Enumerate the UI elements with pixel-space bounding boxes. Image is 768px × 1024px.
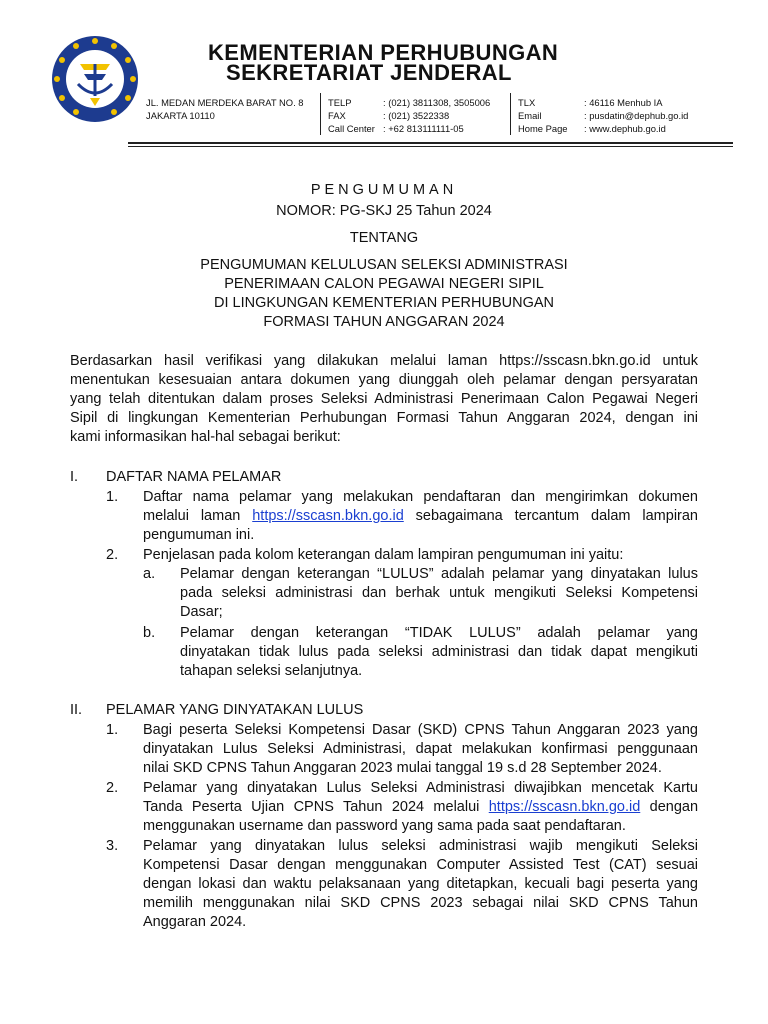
callcenter-label: Call Center xyxy=(328,123,375,134)
letterhead-rule xyxy=(128,142,733,144)
item-line-with-link xyxy=(143,508,698,524)
callcenter-value: : +62 813111111-05 xyxy=(383,123,464,134)
fax-label: FAX xyxy=(328,110,346,121)
address-line2: JAKARTA 10110 xyxy=(146,110,215,121)
email-label: Email xyxy=(518,110,542,121)
item-line: Daftar nama pelamar yang melakukan pendaftaran dan mengirimkan dokumen xyxy=(143,489,698,505)
section2-heading: PELAMAR YANG DINYATAKAN LULUS xyxy=(106,702,364,718)
item-line: memilih menggunakan nilai SKD CPNS 2023 sebagai nilai SKD CPNS Tahun xyxy=(143,895,698,911)
intro-line: Sipil di lingkungan Kementerian Perhubungan Formasi Tahun Anggaran 2024, dengan ini xyxy=(70,410,698,426)
item-text: sebagaimana tercantum dalam lampiran xyxy=(415,508,698,524)
item-line: Pelamar yang dinyatakan Lulus Seleksi Administrasi diwajibkan mencetak Kartu xyxy=(143,780,698,796)
subitem-line: Dasar; xyxy=(180,604,223,620)
intro-line: Berdasarkan hasil verifikasi yang dilakukan melalui laman https://sscasn.bkn.go.id untuk xyxy=(70,353,698,369)
telp-label: TELP xyxy=(328,97,352,108)
letterhead-divider xyxy=(320,93,321,135)
item-line: Kompetensi Dasar dengan menggunakan Computer Assisted Test (CAT) sesuai xyxy=(143,857,698,873)
item-number: 1. xyxy=(106,489,119,505)
homepage-value: : www.dephub.go.id xyxy=(584,123,666,134)
homepage-label: Home Page xyxy=(518,123,568,134)
intro-line: kami informasikan hal-hal sebagai berikut: xyxy=(70,429,341,445)
intro-line: menentukan kesesuaian antara dokumen yang diunggah oleh pelamar dengan persyaratan xyxy=(70,372,698,388)
item-text: melalui laman xyxy=(143,508,241,524)
fax-value: : (021) 3522338 xyxy=(383,110,450,121)
item-line: Pelamar yang dinyatakan lulus seleksi administrasi wajib mengikuti Seleksi xyxy=(143,838,698,854)
item-line: Anggaran 2024. xyxy=(143,914,247,930)
item-line: nilai SKD CPNS Tahun Anggaran 2023 mulai tanggal 19 s.d 28 September 2024. xyxy=(143,760,662,776)
letterhead-divider xyxy=(510,93,511,135)
subitem-line: dinyatakan tidak lulus pada seleksi administrasi dan tidak dapat mengikuti xyxy=(180,644,698,660)
org-name-line2: SEKRETARIAT JENDERAL xyxy=(226,60,512,85)
subitem-line: tahapan seleksi selanjutnya. xyxy=(180,663,363,679)
subitem-letter: b. xyxy=(143,625,156,641)
announcement-number: NOMOR: PG-SKJ 25 Tahun 2024 xyxy=(276,203,492,219)
item-text: Tanda Peserta Ujian CPNS Tahun 2024 melalui xyxy=(143,799,480,815)
item-number: 1. xyxy=(106,722,119,738)
item-line: pengumuman ini. xyxy=(143,527,255,543)
subitem-line: Pelamar dengan keterangan “TIDAK LULUS” adalah pelamar yang xyxy=(180,625,698,641)
item-line: Penjelasan pada kolom keterangan dalam lampiran pengumuman ini yaitu: xyxy=(143,547,624,563)
letterhead-rule xyxy=(128,146,733,147)
item-line: Bagi peserta Seleksi Kompetensi Dasar (SKD) CPNS Tahun Anggaran 2023 yang xyxy=(143,722,698,738)
sscasn-link[interactable]: https://sscasn.bkn.go.id xyxy=(252,508,404,524)
item-line: menggunakan username dan password yang sama pada saat pendaftaran. xyxy=(143,818,626,834)
subitem-line: Pelamar dengan keterangan “LULUS” adalah pelamar yang dinyatakan lulus xyxy=(180,566,698,582)
item-number: 2. xyxy=(106,547,119,563)
item-number: 3. xyxy=(106,838,119,854)
item-text: dengan xyxy=(649,799,699,815)
announcement-heading: PENGUMUMAN xyxy=(310,182,458,198)
sscasn-link[interactable]: https://sscasn.bkn.go.id xyxy=(488,799,641,815)
org-name-line1: KEMENTERIAN PERHUBUNGAN xyxy=(208,40,559,65)
subitem-letter: a. xyxy=(143,566,156,582)
section2-numeral: II. xyxy=(70,702,83,718)
ministry-logo xyxy=(50,34,140,124)
item-number: 2. xyxy=(106,780,119,796)
section1-numeral: I. xyxy=(70,469,79,485)
item-line: dengan lokasi dan waktu pelaksanaan yang ditetapkan, kecuali bagi peserta yang xyxy=(143,876,698,892)
about-label: TENTANG xyxy=(349,230,419,246)
subject-line: FORMASI TAHUN ANGGARAN 2024 xyxy=(263,314,505,330)
intro-line: yang telah ditentukan dalam proses Seleksi Administrasi Penerimaan Calon Pegawai Negeri xyxy=(70,391,698,407)
subject-line: DI LINGKUNGAN KEMENTERIAN PERHUBUNGAN xyxy=(214,295,554,311)
subject-line: PENGUMUMAN KELULUSAN SELEKSI ADMINISTRASI xyxy=(200,257,568,273)
subject-line: PENERIMAAN CALON PEGAWAI NEGERI SIPIL xyxy=(224,276,544,292)
email-value: : pusdatin@dephub.go.id xyxy=(584,110,689,121)
section1-heading: DAFTAR NAMA PELAMAR xyxy=(106,469,282,485)
tlx-value: : 46116 Menhub IA xyxy=(584,97,663,108)
subitem-line: pada seleksi administrasi dan berhak untuk mengikuti Seleksi Kompetensi xyxy=(180,585,698,601)
item-line: dinyatakan Lulus Seleksi Administrasi, dapat melakukan konfirmasi penggunaan xyxy=(143,741,698,757)
address-line1: JL. MEDAN MERDEKA BARAT NO. 8 xyxy=(146,97,304,108)
telp-value: : (021) 3811308, 3505006 xyxy=(383,97,491,108)
tlx-label: TLX xyxy=(518,97,536,108)
item-line-with-link xyxy=(143,799,698,815)
